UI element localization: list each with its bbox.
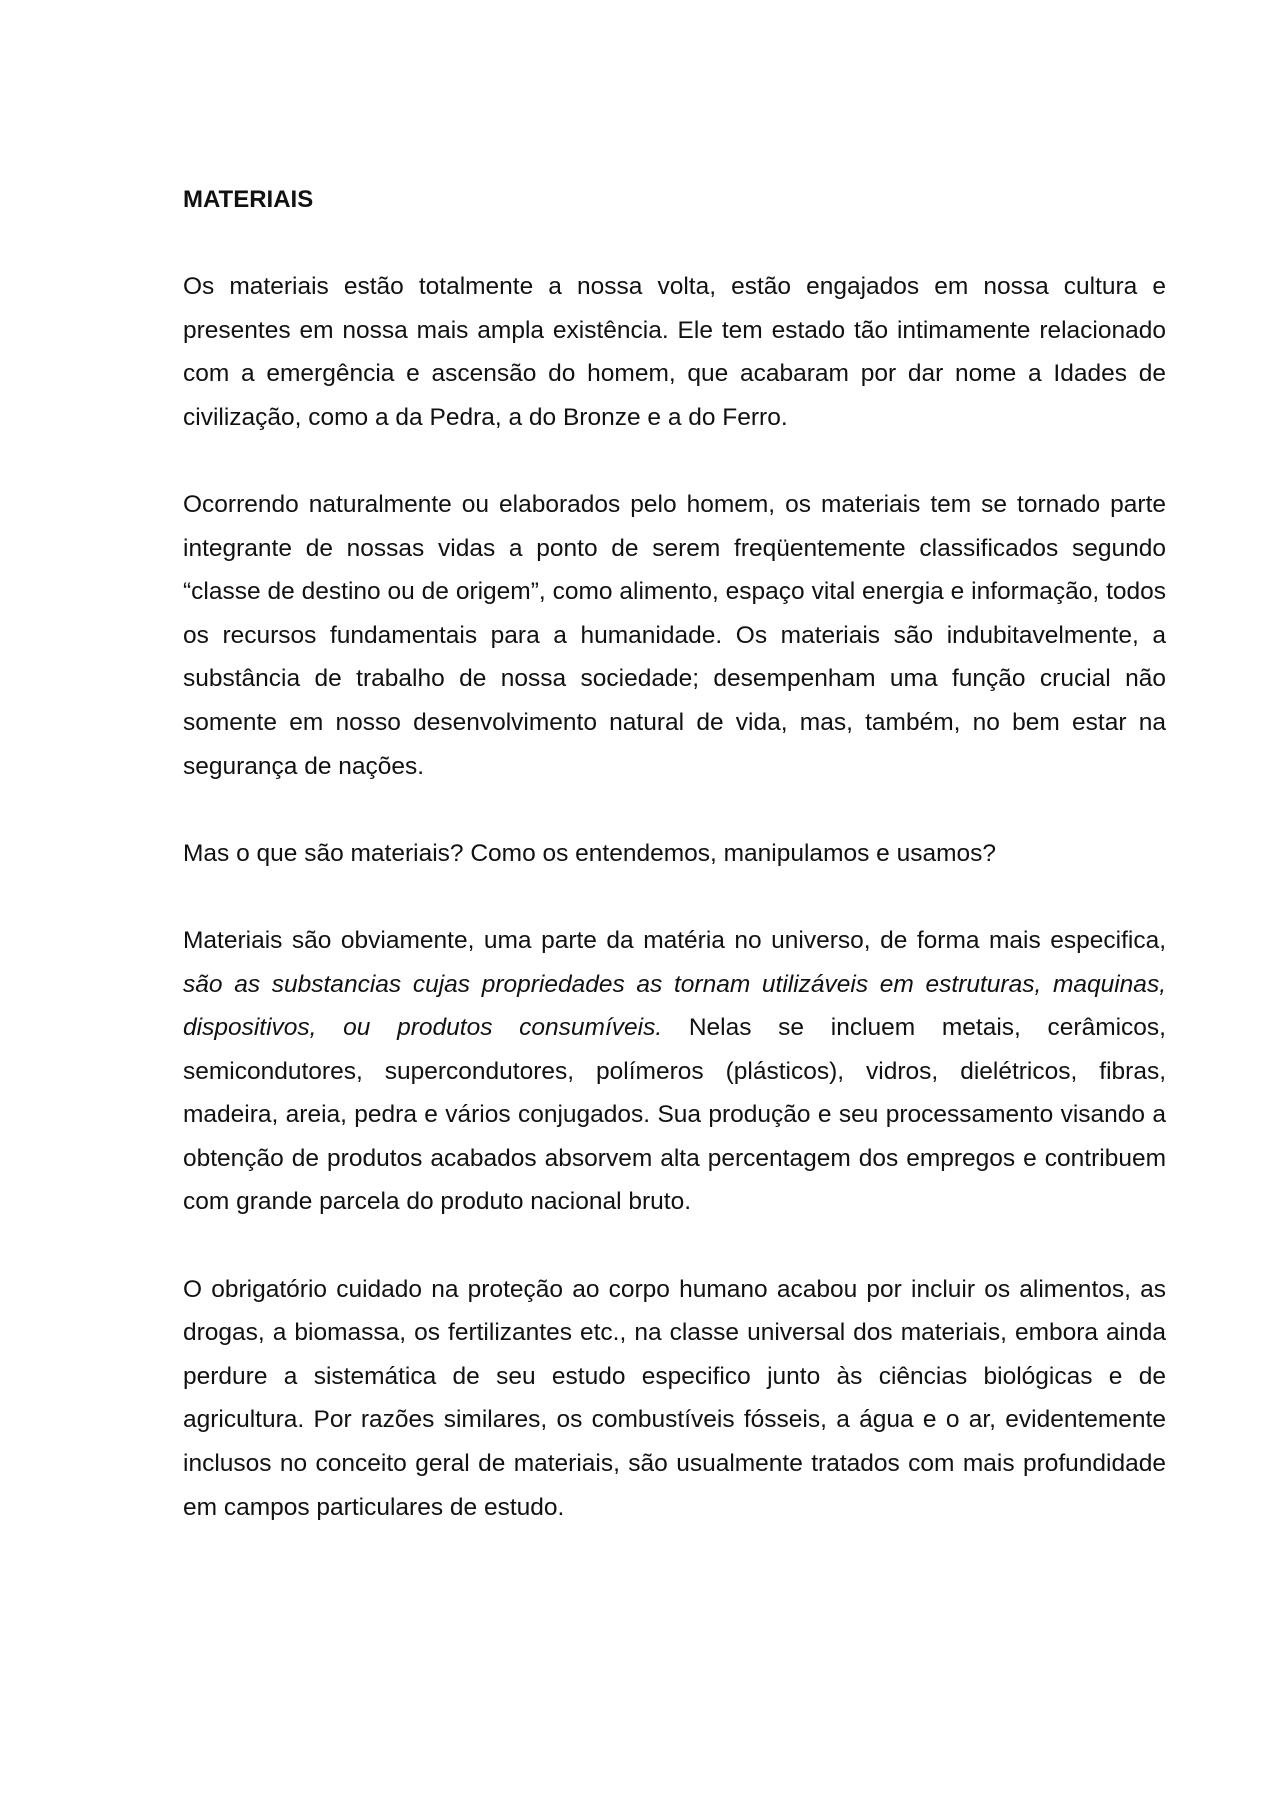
paragraph-4-start: Materiais são obviamente, uma parte da matéria no universo, de forma mais especifica, [183, 926, 1166, 954]
paragraph-4-end: Nelas se incluem metais, cerâmicos, semicondutores, supercondutores, polímeros (plásticos), vidros, dielétricos, fibras, madeira, areia, pedra e vários conjugados. Sua produção e seu processamento visando a obtenção de produtos acabados absorvem alta percentagem dos empregos e contribuem com grande parcela do produto nacional bruto. [183, 1014, 1166, 1216]
paragraph-4-italic: são as substancias cujas propriedades as tornam utilizáveis em estruturas, maquinas, dispositivos, ou produtos consumíveis. [183, 970, 1166, 1042]
paragraph-1: Os materiais estão totalmente a nossa volta, estão engajados em nossa cultura e presentes em nossa mais ampla existência. Ele tem estado tão intimamente relacionado com a emergência e ascensão do homem, que acabaram por dar nome a Idades de civilização, como a da Pedra, a do Bronze e a do Ferro. [183, 273, 1166, 431]
paragraph-5: O obrigatório cuidado na proteção ao corpo humano acabou por incluir os alimentos, as drogas, a biomassa, os fertilizantes etc., na classe universal dos materiais, embora ainda perdure a sistemática de seu estudo especifico junto às ciências biológicas e de agricultura. Por razões similares, os combustíveis fósseis, a água e o ar, evidentemente inclusos no conceito geral de materiais, são usualmente tratados com mais profundidade em campos particulares de estudo. [183, 1275, 1166, 1521]
paragraph-3: Mas o que são materiais? Como os entendemos, manipulamos e usamos? [183, 839, 996, 867]
document-title: MATERIAIS [183, 186, 314, 213]
document-page [183, 178, 1166, 1573]
paragraph-2: Ocorrendo naturalmente ou elaborados pelo homem, os materiais tem se tornado parte integrante de nossas vidas a ponto de serem freqüentemente classificados segundo “classe de destino ou de origem”, como alimento, espaço vital energia e informação, todos os recursos fundamentais para a humanidade. Os materiais são indubitavelmente, a substância de trabalho de nossa sociedade; desempenham uma função crucial não somente em nosso desenvolvimento natural de vida, mas, também, no bem estar na segurança de nações. [183, 490, 1166, 780]
paragraph-4 [183, 919, 1166, 1224]
